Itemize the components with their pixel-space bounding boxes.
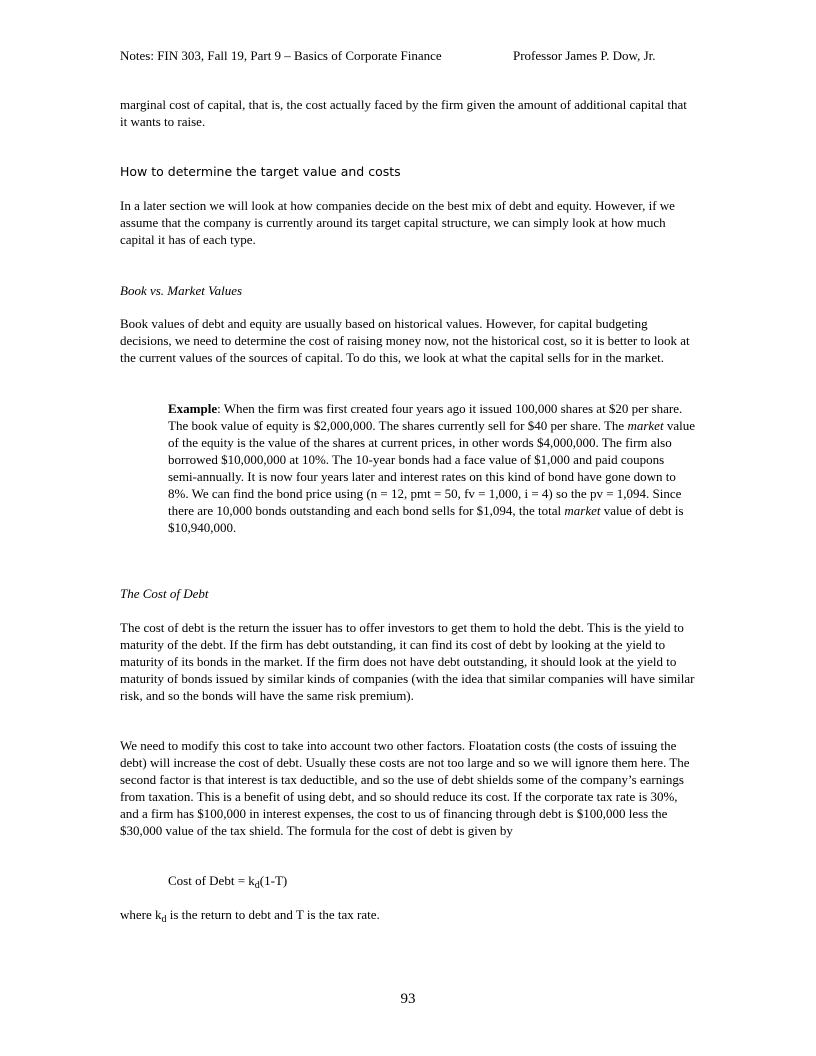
paragraph-marginal-cost: marginal cost of capital, that is, the cost actually faced by the firm given the amount of additional capital that it wants to raise. — [120, 97, 687, 129]
heading-target-value: How to determine the target value and costs — [120, 164, 401, 179]
page-number: 93 — [400, 991, 416, 1007]
formula-lhs: Cost of Debt = k — [168, 873, 255, 888]
example-text-3: value of debt is $10,940,000. — [168, 503, 684, 535]
formula-cost-of-debt — [168, 872, 287, 889]
formula-rhs: (1-T) — [259, 873, 288, 888]
heading-book-vs-market: Book vs. Market Values — [120, 283, 243, 298]
heading-cost-of-debt: The Cost of Debt — [120, 586, 209, 601]
header-professor: Professor James P. Dow, Jr. — [513, 48, 656, 63]
paragraph-cost-of-debt: The cost of debt is the return the issuer has to offer investors to get them to hold the debt. This is the yield to maturity of the debt. If the firm has debt outstanding, it can find its cost of debt by looking at the yield to maturity of its bonds in the market. If the firm does not have debt outstanding, it should look at the yield to maturity of bonds issued by similar kinds of companies (with the idea that similar companies will have similar risk, and so the bonds will have the same risk premium). — [120, 620, 695, 703]
example-emphasis-2: market — [564, 503, 601, 518]
where-pre: where k — [120, 907, 162, 922]
example-label: Example — [168, 401, 218, 416]
example-emphasis-1: market — [627, 418, 664, 433]
paragraph-floatation-tax: We need to modify this cost to take into account two other factors. Floatation costs (the costs of issuing the debt) will increase the cost of debt. Usually these costs are not too large and so we will ignore them here. The second factor is that interest is tax deductible, and so the use of debt shields some of the company’s earnings from taxation. This is a benefit of using debt, and so should reduce its cost. If the corporate tax rate is 30%, and a firm has $100,000 in interest expenses, the cost to us of financing through debt is $100,000 less the $30,000 value of the tax shield. The formula for the cost of debt is given by — [120, 738, 690, 838]
where-post: is the return to debt and T is the tax rate. — [166, 907, 380, 922]
example-block — [168, 400, 695, 536]
header-course: Notes: FIN 303, Fall 19, Part 9 – Basics of Corporate Finance — [120, 48, 442, 63]
example-text-1: : When the firm was first created four years ago it issued 100,000 shares at $20 per share. The book value of equity is $2,000,000. The shares currently sell for $40 per share. The — [168, 401, 683, 433]
paragraph-book-values: Book values of debt and equity are usually based on historical values. However, for capital budgeting decisions, we need to determine the cost of raising money now, not the historical cost, so it is better to look at the current values of the sources of capital. To do this, we look at what the capital sells for in the market. — [120, 316, 690, 365]
example-text-2: value of the equity is the value of the shares at current prices, in other words $4,000,000. The firm also borrowed $10,000,000 at 10%. The 10-year bonds had a face value of $1,000 and paid coupons semi-annually. It is now four years later and interest rates on this kind of bond have gone down to 8%. We can find the bond price using (n = 12, pmt = 50, fv = 1,000, i = 4) so the pv = 1,094. Since there are 10,000 bonds outstanding and each bond sells for $1,094, the total — [168, 418, 695, 518]
paragraph-where-kd — [120, 906, 695, 923]
paragraph-target-structure: In a later section we will look at how companies decide on the best mix of debt and equity. However, if we assume that the company is currently around its target capital structure, we can simply look at how much capital it has of each type. — [120, 198, 675, 247]
where-subscript: d — [161, 914, 167, 925]
formula-subscript: d — [254, 880, 260, 891]
page-header — [120, 47, 700, 64]
